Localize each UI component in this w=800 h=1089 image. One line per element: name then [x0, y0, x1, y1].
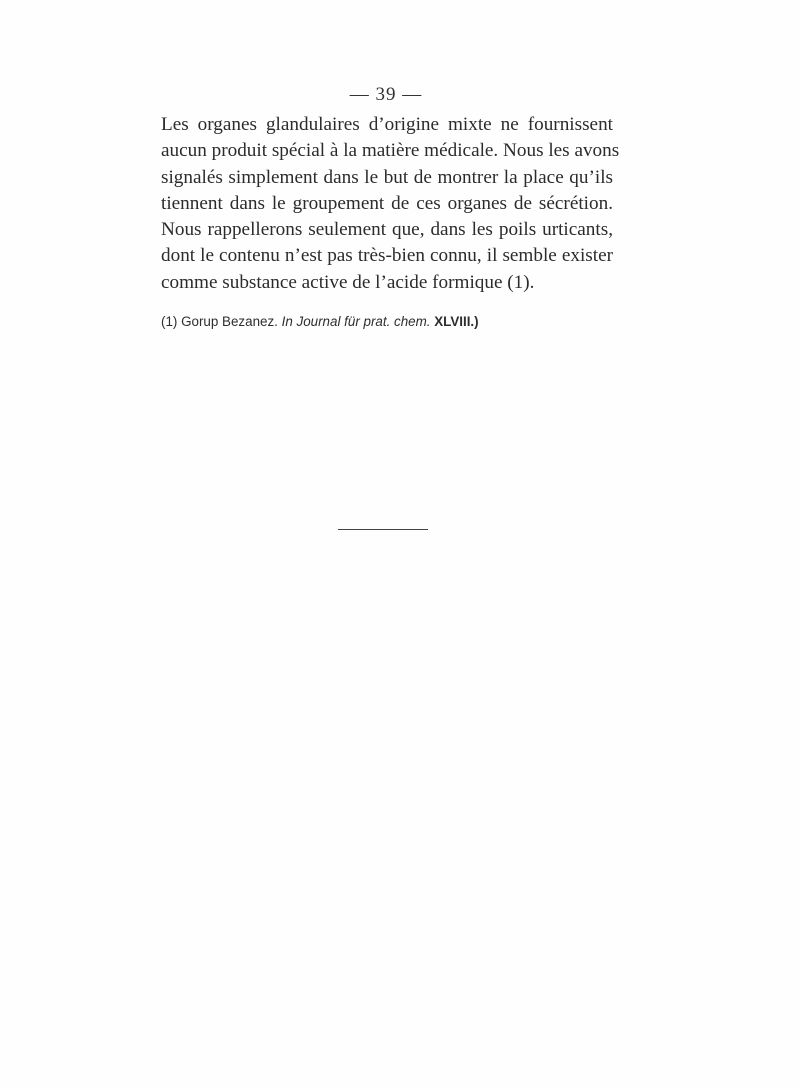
footnote [161, 313, 621, 331]
paragraph-line: dont le contenu n’est pas très-bien connu, il semble exister [161, 245, 613, 267]
footnote-marker: (1) [161, 314, 178, 329]
page-number: — 39 — [349, 84, 423, 105]
paragraph-line: Nous rappellerons seulement que, dans les poils urticants, [161, 219, 613, 241]
paragraph-line: tiennent dans le groupement de ces organes de sécrétion. [161, 192, 613, 214]
section-divider [338, 529, 428, 530]
paragraph-line: Les organes glandulaires d’origine mixte ne fournissent [161, 114, 613, 135]
footnote-volume: XLVIII.) [434, 314, 479, 329]
footnote-journal: In Journal für prat. chem. [281, 314, 431, 329]
paragraph-line: aucun produit spécial à la matière médicale. Nous les avons [161, 140, 620, 162]
body-paragraph [161, 112, 620, 296]
paragraph-line: signalés simplement dans le but de montrer la place qu’ils [161, 166, 613, 188]
paragraph-line: comme substance active de l’acide formique (1). [161, 271, 535, 293]
footnote-author: Gorup Bezanez. [181, 314, 278, 329]
